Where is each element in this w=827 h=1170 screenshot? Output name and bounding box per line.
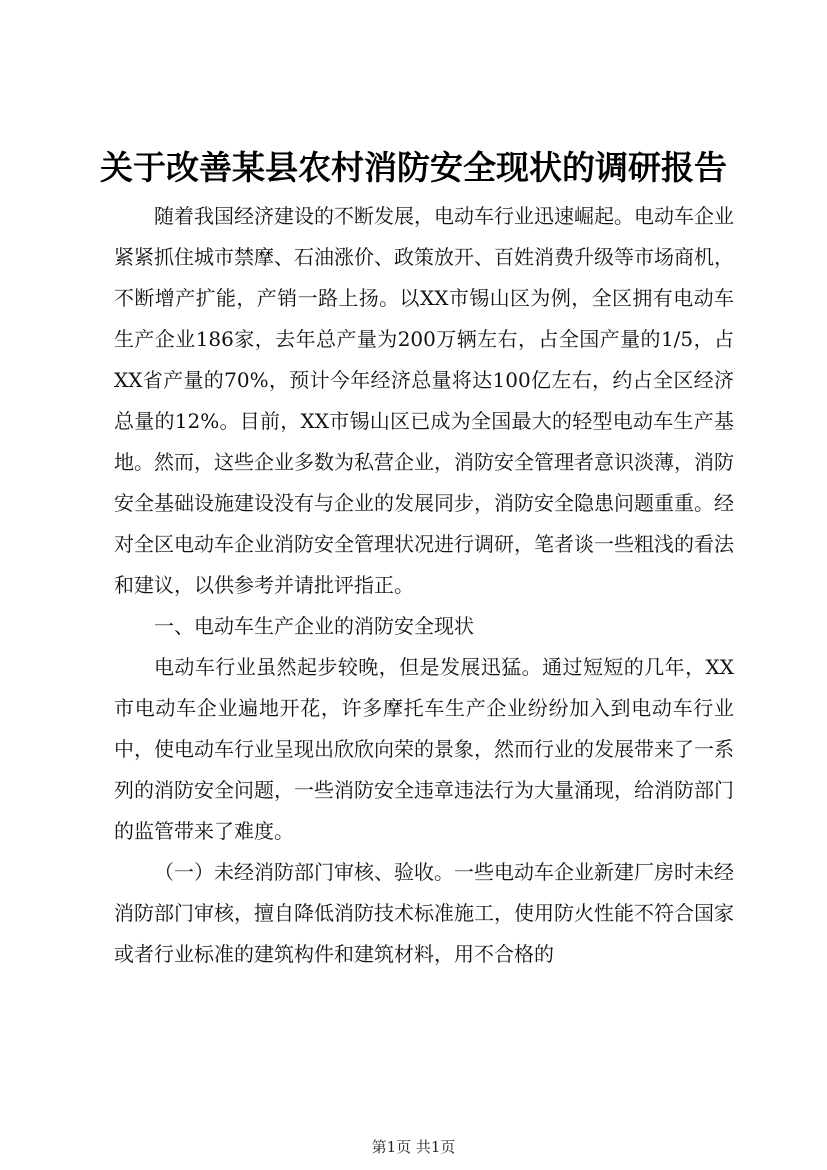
intro-paragraph: 随着我国经济建设的不断发展，电动车行业迅速崛起。电动车企业紧紧抓住城市禁摩、石油涨价、政策放开、百姓消费升级等市场商机，不断增产扩能，产销一路上扬。以XX市锡山区为例，全区拥有电动车生产企业186家，去年总产量为200万辆左右，占全国产量的1/5，占XX省产量的70%，预计今年经济总量将达100亿左右，约占全区经济总量的12%。目前，XX市锡山区已成为全国最大的轻型电动车生产基地。然而，这些企业多数为私营企业，消防安全管理者意识淡薄，消防安全基础设施建设没有与企业的发展同步，消防安全隐患问题重重。经对全区电动车企业消防安全管理状况进行调研，笔者谈一些粗浅的看法和建议，以供参考并请批评指正。 xyxy=(114,204,734,597)
page-footer: 第1页 共1页 xyxy=(371,1138,456,1156)
section-paragraph: 电动车行业虽然起步较晚，但是发展迅猛。通过短短的几年，XX市电动车企业遍地开花，许多摩托车生产企业纷纷加入到电动车行业中，使电动车行业呈现出欣欣向荣的景象，然而行业的发展带来了一系列的消防安全问题，一些消防安全违章违法行为大量涌现，给消防部门的监管带来了难度。 xyxy=(114,655,734,843)
subsection-paragraph: （一）未经消防部门审核、验收。一些电动车企业新建厂房时未经消防部门审核，擅自降低消防技术标准施工，使用防火性能不符合国家或者行业标准的建筑构件和建筑材料，用不合格的 xyxy=(114,860,734,966)
section-heading: 一、电动车生产企业的消防安全现状 xyxy=(154,614,474,638)
document-title: 关于改善某县农村消防安全现状的调研报告 xyxy=(100,148,727,187)
document-body xyxy=(114,196,734,975)
